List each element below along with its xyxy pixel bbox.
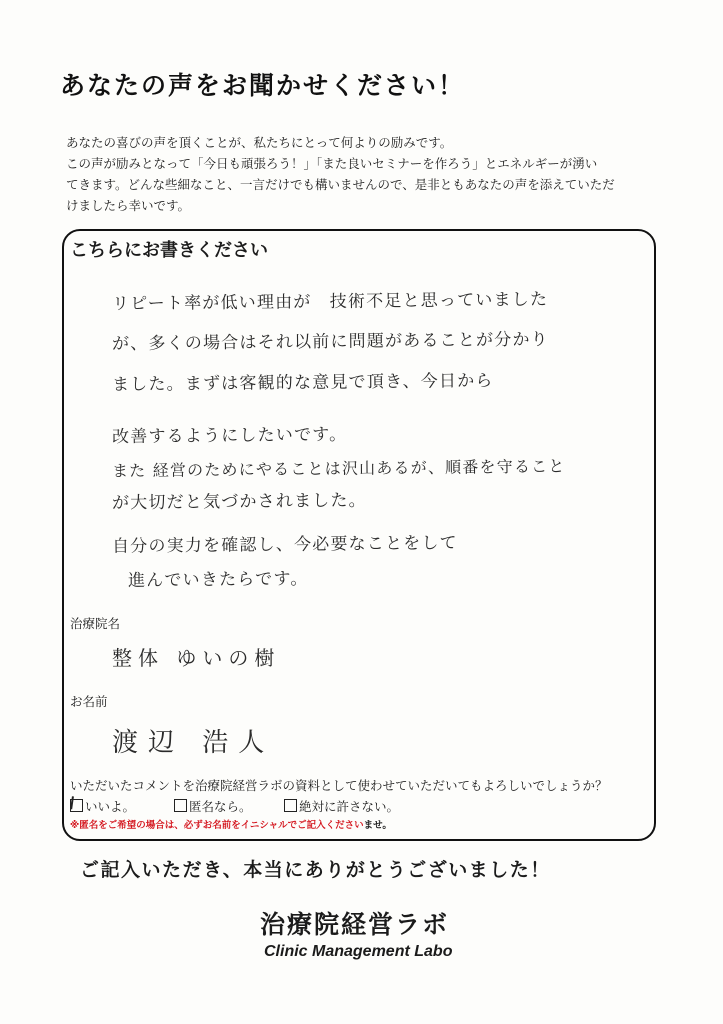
checkbox-checked[interactable] (70, 799, 83, 812)
intro-line: この声が励みとなって「今日も頑張ろう！」「また良いセミナーを作ろう」とエネルギーが湧い (66, 156, 598, 171)
thanks-message: ご記入いただき、本当にありがとうございました！ (80, 859, 551, 881)
permission-question: いただいたコメントを治療院経営ラボの資料として使わせていただいてもよろしいでしょうか？ (70, 778, 608, 793)
handwritten-line: 改善するようにしたいです。 (111, 424, 348, 448)
option-label: 絶対に許さない。 (298, 799, 399, 814)
anonymity-note (70, 817, 392, 831)
checkbox[interactable] (284, 799, 297, 812)
logo-japanese: 治療院経営ラボ (260, 910, 450, 939)
intro-line: あなたの喜びの声を頂くことが、私たちにとって何よりの励みです。 (66, 135, 453, 150)
handwritten-line: リピート率が低い理由が 技術不足と思っていました (111, 289, 549, 315)
logo-english: Clinic Management Labo (264, 943, 453, 960)
option-never[interactable] (284, 797, 399, 815)
handwritten-line: 自分の実力を確認し、今必要なことをして (111, 533, 458, 557)
option-ok[interactable] (70, 797, 170, 815)
note-tail-text: ませ。 (363, 820, 392, 831)
intro-line: てきます。どんな些細なこと、一言だけでも構いませんので、是非ともあなたの声を添えていただ (66, 177, 615, 192)
handwritten-line: また 経営のためにやることは沢山あるが、順番を守ること (111, 456, 566, 481)
clinic-name-label: 治療院名 (70, 616, 121, 631)
note-red-text: ※匿名をご希望の場合は、必ずお名前をイニシャルでご記入ください (70, 820, 364, 831)
handwritten-line: 進んでいきたらです。 (127, 569, 309, 591)
option-anonymous[interactable] (174, 797, 280, 815)
checkbox[interactable] (174, 799, 187, 812)
option-label: 匿名なら。 (188, 799, 252, 814)
handwritten-line: ました。まずは客観的な意見で頂き、今日から (111, 371, 494, 395)
comment-box-heading: こちらにお書きください (70, 240, 268, 261)
option-label: いいよ。 (85, 799, 136, 814)
intro-text (66, 132, 676, 216)
person-name-label: お名前 (70, 694, 108, 709)
clinic-name-value: 整体 ゆいの樹 (112, 646, 281, 670)
person-name-value: 渡辺 浩人 (112, 728, 275, 758)
permission-options (70, 797, 399, 815)
intro-line: けましたら幸いです。 (66, 198, 191, 213)
handwritten-line: が、多くの場合はそれ以前に問題があることが分かり (111, 329, 549, 355)
page-title: あなたの声をお聞かせください！ (60, 71, 466, 100)
handwritten-line: が大切だと気づかされました。 (111, 490, 367, 514)
